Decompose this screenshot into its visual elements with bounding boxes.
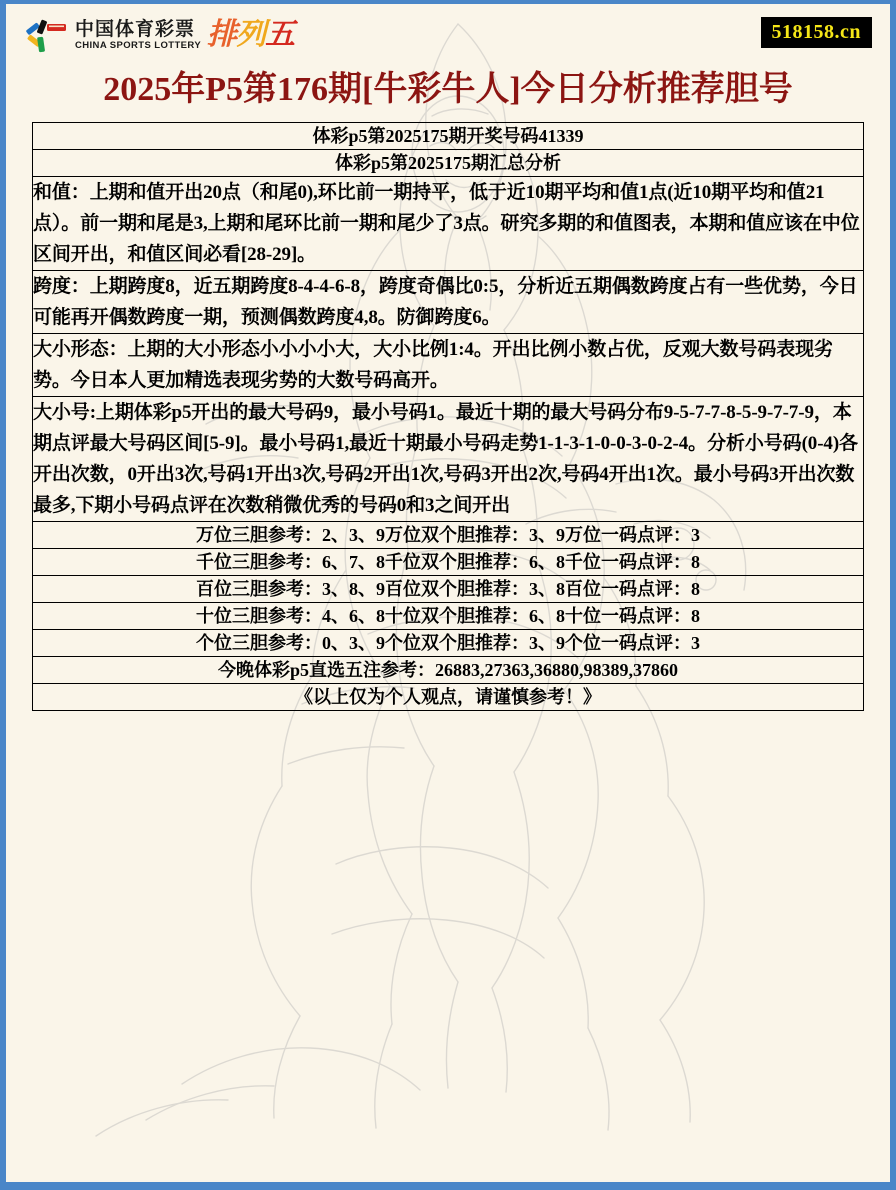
draw-result-cell: 体彩p5第2025175期开奖号码41339	[33, 123, 864, 150]
table-row-qian-wei	[33, 549, 864, 576]
disclaimer-cell: 《以上仅为个人观点，请谨慎参考！》	[33, 684, 864, 711]
logo-game-name: 排列五	[207, 17, 295, 52]
site-header	[6, 4, 890, 66]
span-analysis-cell: 跨度：上期跨度8，近五期跨度8-4-4-6-8，跨度奇偶比0:5，分析近五期偶数跨度占有一些优势，今日可能再开偶数跨度一期，预测偶数跨度4,8。防御跨度6。	[33, 271, 864, 334]
table-row-draw-result	[33, 123, 864, 150]
size-number-analysis-cell: 大小号:上期体彩p5开出的最大号码9，最小号码1。最近十期的最大号码分布9-5-7-7-8-5-9-7-7-9，本期点评最大号码区间[5-9]。最小号码1,最近十期最小号码走势1-1-3-1-0-0-3-0-2-4。分析小号码(0-4)各开出次数，0开出3次,号码1开出3次,号码2开出1次,号码3开出2次,号码4开出1次。最小号码3开出次数最多,下期小号码点评在次数稍微优秀的号码0和3之间开出	[33, 397, 864, 522]
table-row-sum-analysis	[33, 177, 864, 271]
table-row-size-number-analysis	[33, 397, 864, 522]
table-row-picks	[33, 657, 864, 684]
table-row-wan-wei	[33, 522, 864, 549]
page-container	[6, 4, 890, 1182]
table-row-size-form-analysis	[33, 334, 864, 397]
table-row-shi-wei	[33, 603, 864, 630]
analysis-table	[32, 122, 864, 711]
qian-wei-cell: 千位三胆参考：6、7、8千位双个胆推荐：6、8千位一码点评：8	[33, 549, 864, 576]
table-row-ge-wei	[33, 630, 864, 657]
page-title: 2025年P5第176期[牛彩牛人]今日分析推荐胆号	[103, 71, 793, 108]
china-sports-lottery-logo-icon	[24, 15, 70, 55]
wan-wei-cell: 万位三胆参考：2、3、9万位双个胆推荐：3、9万位一码点评：3	[33, 522, 864, 549]
size-form-analysis-cell: 大小形态：上期的大小形态小小小小大，大小比例1:4。开出比例小数占优，反观大数号码表现劣势。今日本人更加精选表现劣势的大数号码高开。	[33, 334, 864, 397]
sum-analysis-cell: 和值：上期和值开出20点（和尾0),环比前一期持平，低于近10期平均和值1点(近10期平均和值21点）。前一期和尾是3,上期和尾环比前一期和尾少了3点。研究多期的和值图表，本期和值应该在中位区间开出，和值区间必看[28-29]。	[33, 177, 864, 271]
site-domain-badge[interactable]: 518158.cn	[761, 17, 873, 48]
table-row-bai-wei	[33, 576, 864, 603]
logo-english-text: CHINA SPORTS LOTTERY	[75, 39, 202, 51]
picks-cell: 今晚体彩p5直选五注参考：26883,27363,36880,98389,37860	[33, 657, 864, 684]
shi-wei-cell: 十位三胆参考：4、6、8十位双个胆推荐：6、8十位一码点评：8	[33, 603, 864, 630]
site-logo[interactable]	[24, 12, 294, 58]
ge-wei-cell: 个位三胆参考：0、3、9个位双个胆推荐：3、9个位一码点评：3	[33, 630, 864, 657]
bai-wei-cell: 百位三胆参考：3、8、9百位双个胆推荐：3、8百位一码点评：8	[33, 576, 864, 603]
table-row-disclaimer	[33, 684, 864, 711]
summary-heading-cell: 体彩p5第2025175期汇总分析	[33, 150, 864, 177]
logo-chinese-text: 中国体育彩票	[75, 17, 196, 40]
table-row-summary-heading	[33, 150, 864, 177]
table-row-span-analysis	[33, 271, 864, 334]
